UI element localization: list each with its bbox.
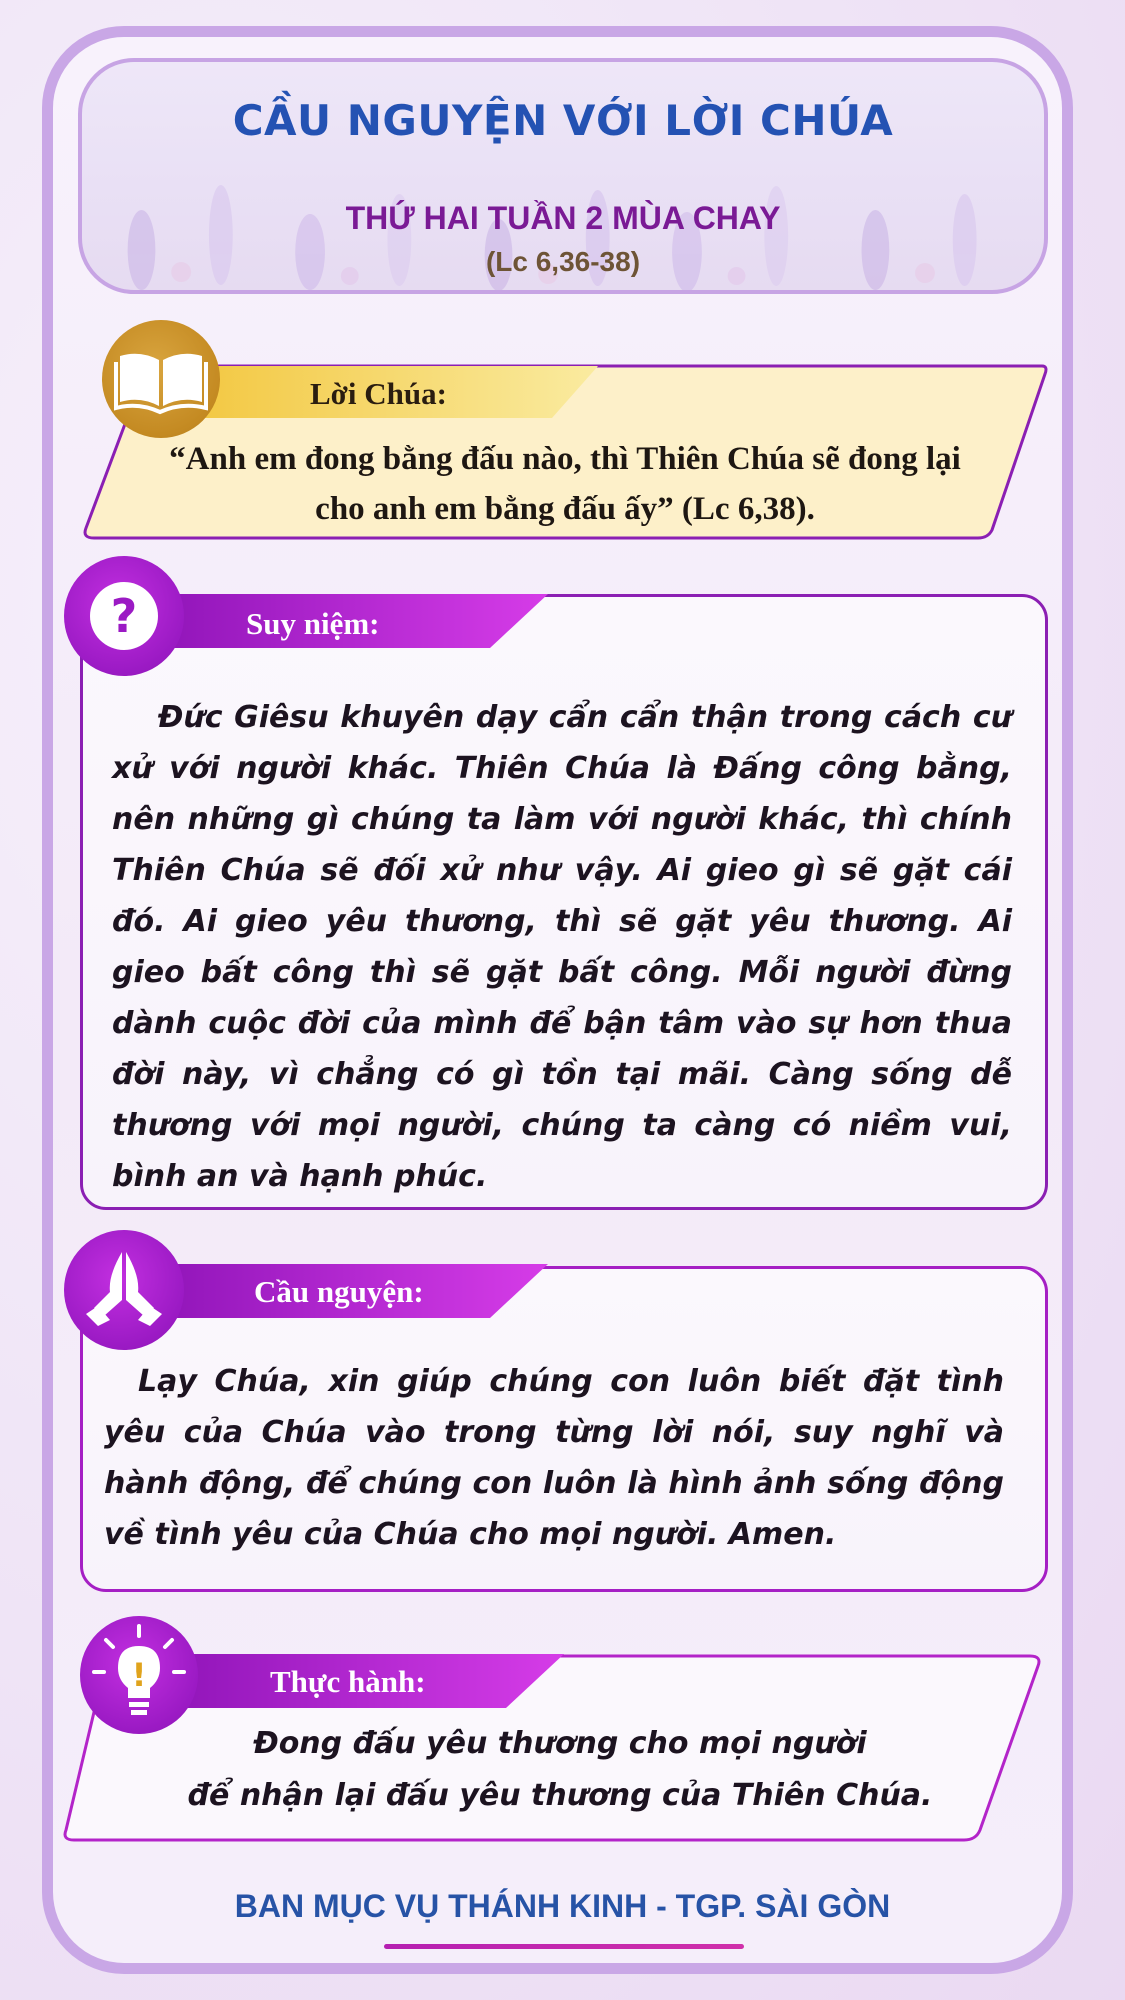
question-mark-icon: [64, 556, 184, 676]
practice-label: Thực hành:: [270, 1664, 426, 1699]
prayer-badge: [64, 1230, 184, 1350]
scripture-quote: [110, 434, 1020, 534]
reflection-text: Đức Giêsu khuyên dạy cẩn cẩn thận trong cách cư xử với người khác. Thiên Chúa là Đấng công bằng, nên những gì chúng ta làm với người khác, thì chính Thiên Chúa sẽ đối xử như vậy. Ai gieo gì sẽ gặt cái đó. Ai gieo yêu thương, thì sẽ gặt yêu thương. Ai gieo bất công thì sẽ gặt bất công. Mỗi người đừng dành cuộc đời của mình để bận tâm vào sự hơn thua đời này, vì chẳng có gì tồn tại mãi. Càng sống dễ thương với mọi người, chúng ta càng có niềm vui, bình an và hạnh phúc.: [112, 700, 1012, 1194]
practice-badge: [80, 1616, 198, 1734]
prayer-text: Lạy Chúa, xin giúp chúng con luôn biết đặt tình yêu của Chúa vào trong từng lời nói, suy nghĩ và hành động, để chúng con luôn là hình ảnh sống động về tình yêu của Chúa cho mọi người. Amen.: [104, 1364, 1004, 1552]
scripture-reference: (Lc 6,36-38): [485, 246, 641, 277]
praying-hands-icon: [64, 1230, 184, 1350]
svg-text:?: ?: [110, 589, 138, 643]
open-book-icon: [102, 320, 220, 438]
svg-text:!: !: [131, 1656, 147, 1694]
book-badge: [102, 320, 220, 438]
practice-text: [110, 1718, 1010, 1822]
liturgical-day: THỨ HAI TUẦN 2 MÙA CHAY: [345, 200, 781, 236]
scripture-quote-line-2: cho anh em bằng đấu ấy” (Lc 6,38).: [315, 491, 815, 527]
practice-line-1: Đong đấu yêu thương cho mọi người: [253, 1726, 867, 1761]
page-title: CẦU NGUYỆN VỚI LỜI CHÚA: [232, 96, 894, 145]
scripture-quote-line-1: “Anh em đong bằng đấu nào, thì Thiên Chúa sẽ đong lại: [169, 441, 961, 477]
footer-divider: [384, 1944, 744, 1949]
practice-line-2: để nhận lại đấu yêu thương của Thiên Chúa.: [187, 1778, 933, 1813]
prayer-label: Cầu nguyện:: [254, 1274, 424, 1309]
word-label: Lời Chúa:: [310, 376, 447, 411]
header-banner: [78, 58, 1048, 294]
footer-organization: BAN MỤC VỤ THÁNH KINH - TGP. SÀI GÒN: [234, 1888, 891, 1924]
reflection-badge: [64, 556, 184, 676]
lightbulb-icon: [80, 1616, 198, 1734]
reflection-label: Suy niệm:: [246, 606, 380, 641]
